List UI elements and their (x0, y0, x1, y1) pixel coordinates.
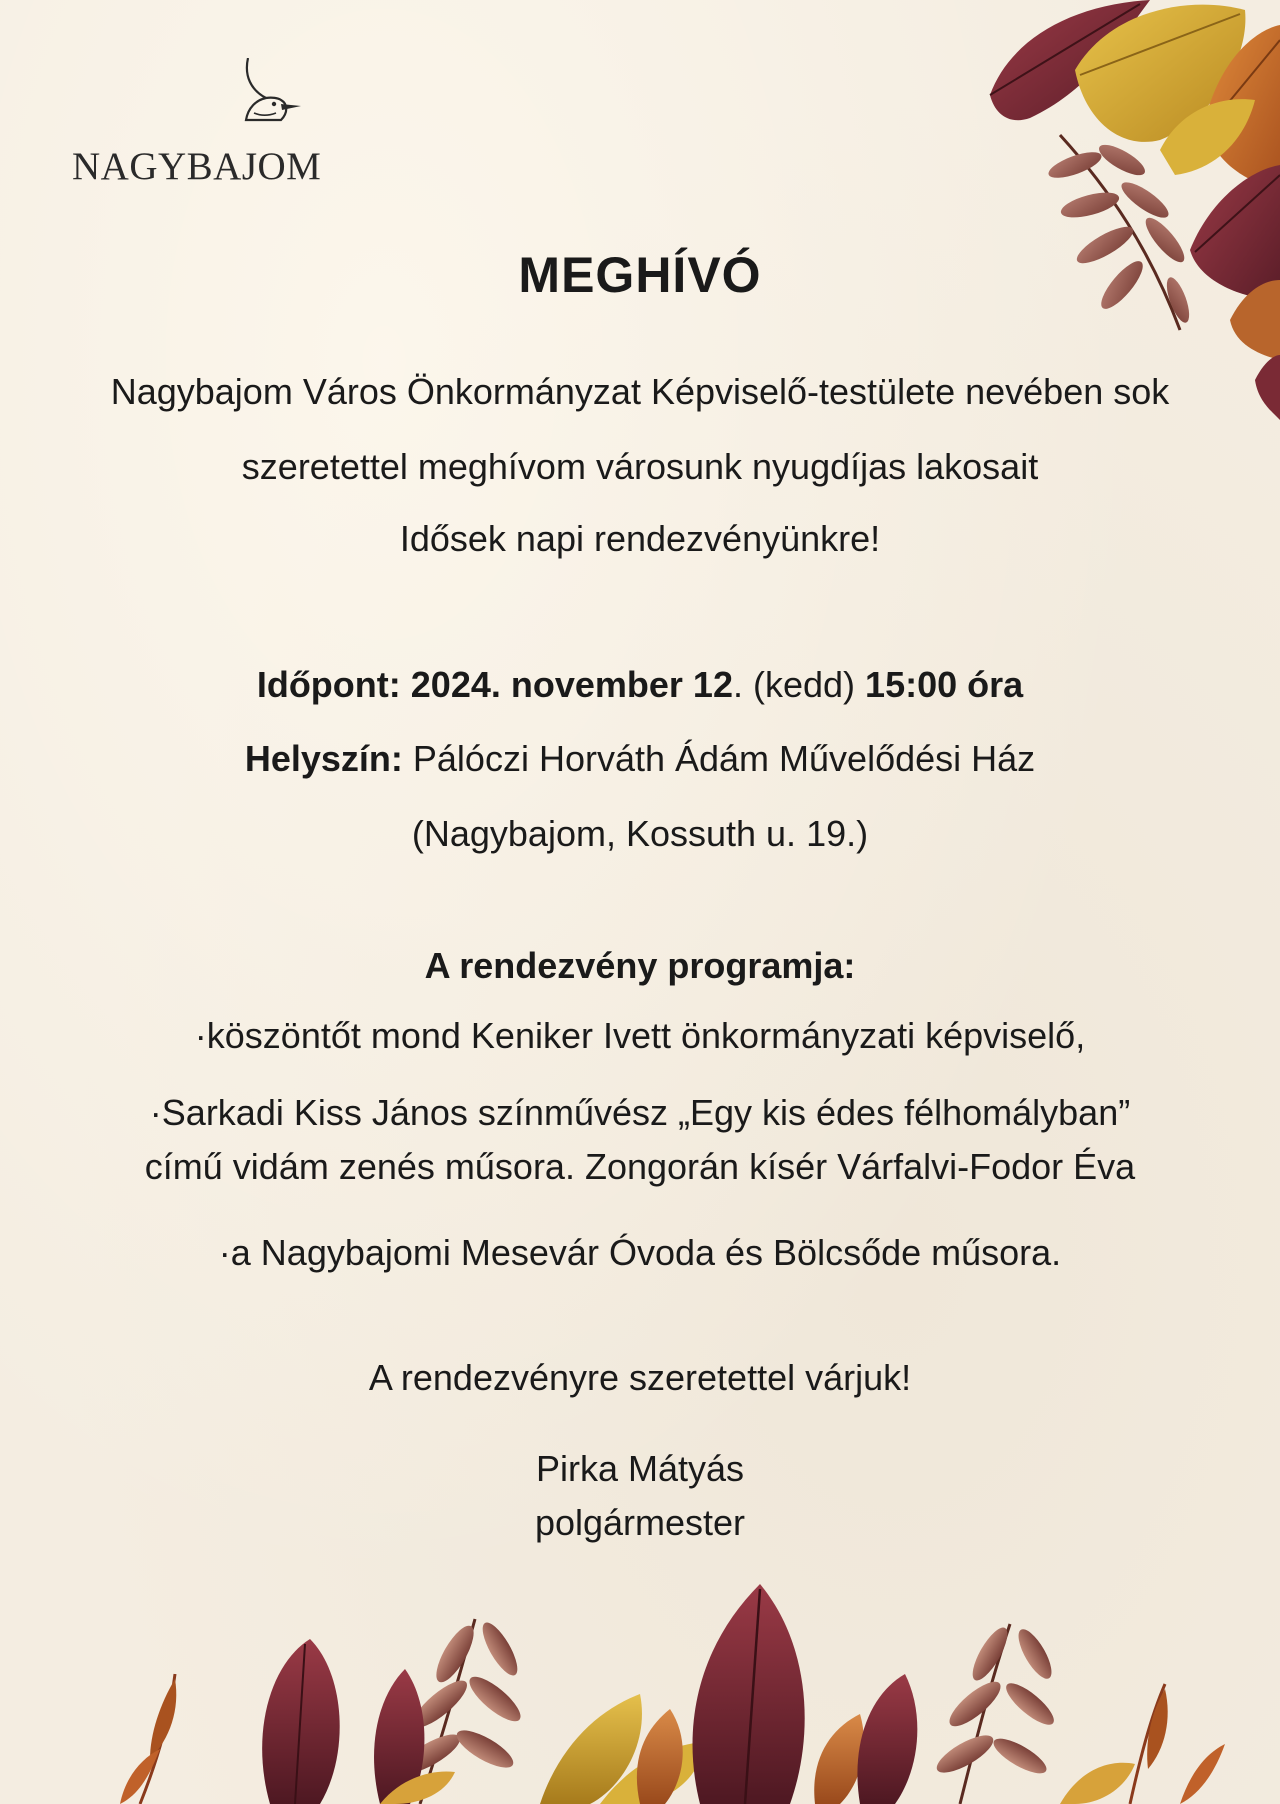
nagybajom-logo (72, 58, 332, 188)
bird-logo-icon (156, 58, 316, 148)
signature-title: polgármester (534, 1502, 746, 1543)
program-item-3: ·a Nagybajomi Mesevár Óvoda és Bölcsőde műsora. (218, 1232, 1062, 1273)
event-place (0, 738, 1280, 780)
intro-line-3: Idősek napi rendezvényünkre! (399, 518, 881, 559)
intro-line-1: Nagybajom Város Önkormányzat Képviselő-testülete nevében sok (110, 371, 1170, 412)
page-title: MEGHÍVÓ (518, 247, 762, 303)
place-label: Helyszín: (244, 738, 403, 779)
event-time (0, 664, 1280, 706)
time-date: 2024. november 12 (410, 664, 733, 705)
signature-name: Pirka Mátyás (535, 1448, 745, 1489)
program-item-2-line-2: című vidám zenés műsora. Zongorán kísér Várfalvi-Fodor Éva (144, 1146, 1136, 1187)
time-label: Időpont: (256, 664, 401, 705)
logo-wordmark: NAGYBAJOM (72, 145, 322, 188)
time-hour: 15:00 óra (865, 664, 1024, 705)
event-address: (Nagybajom, Kossuth u. 19.) (411, 813, 869, 854)
place-name: Pálóczi Horváth Ádám Művelődési Ház (412, 738, 1036, 779)
closing-text: A rendezvényre szeretettel várjuk! (368, 1357, 912, 1398)
program-item-1: ·köszöntőt mond Keniker Ivett önkormányzati képviselő, (194, 1015, 1086, 1056)
program-heading: A rendezvény programja: (424, 945, 856, 986)
program-item-2-line-1: ·Sarkadi Kiss János színművész „Egy kis édes félhomályban” (149, 1092, 1131, 1133)
intro-line-2: szeretettel meghívom városunk nyugdíjas lakosait (241, 446, 1039, 487)
time-day: . (kedd) (732, 664, 856, 705)
